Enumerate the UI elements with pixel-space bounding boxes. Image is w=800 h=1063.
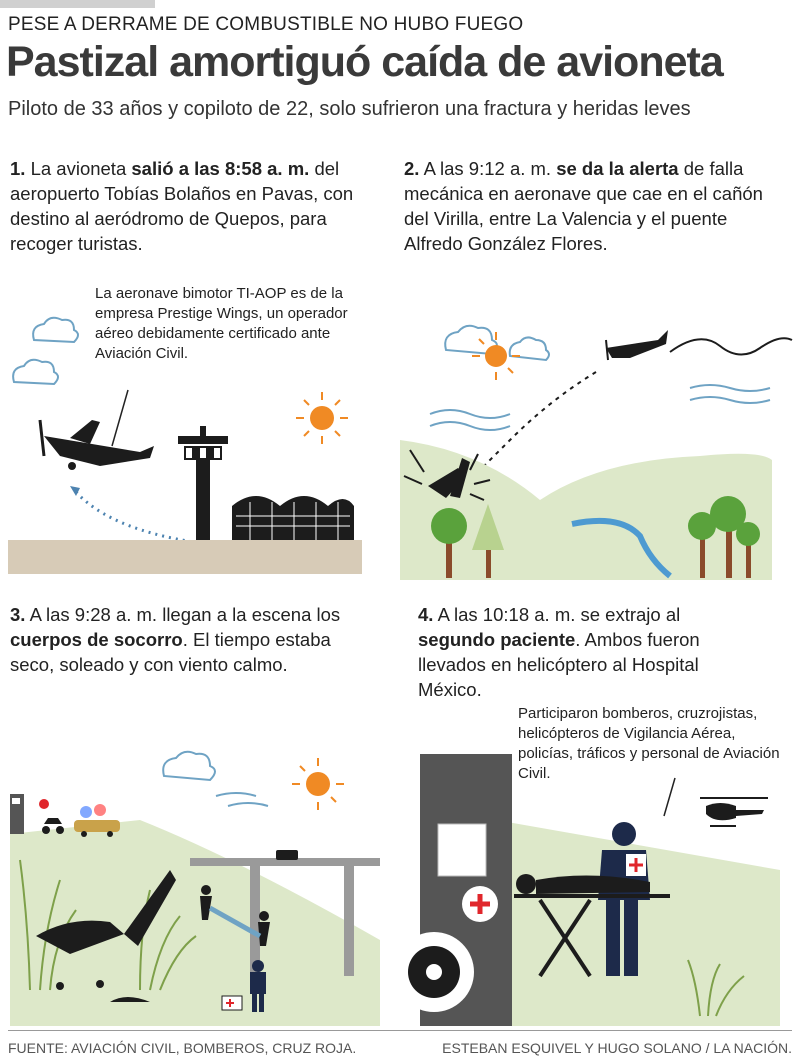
headline: Pastizal amortiguó caída de avioneta — [6, 38, 723, 86]
flight-path — [76, 492, 250, 548]
step-3-highlight: cuerpos de socorro — [10, 629, 183, 650]
step-2-text-b: de falla mecánica en aeronave que cae en el cañón del Virilla, entre La Valencia y el puente Alfredo González Flores. — [404, 158, 763, 254]
step-2-text-a: A las 9:12 a. m. — [423, 158, 557, 179]
airplane-icon — [606, 330, 668, 360]
scene-crash — [400, 300, 800, 585]
aircraft-note: La aeronave bimotor TI-AOP es de la empresa Prestige Wings, un operador aéreo debidamente certificado ante Aviación Civil. — [95, 285, 348, 362]
step-1-text-b: del aeropuerto Tobías Bolaños en Pavas, con destino al aeródromo de Quepos, para recoger turistas. — [10, 158, 354, 254]
cloud-icon — [13, 318, 78, 384]
responders-note: Participaron bomberos, cruzrojistas, helicópteros de Vigilancia Aérea, policías, tráficos y personal de Aviación Civil. — [518, 705, 780, 782]
step-2-highlight: se da la alerta — [556, 158, 679, 179]
footer-credit: ESTEBAN ESQUIVEL Y HUGO SOLANO / LA NACIÓN. — [442, 1040, 792, 1056]
sun-icon — [472, 332, 520, 380]
step-1-text — [10, 156, 370, 256]
sun-icon — [292, 758, 344, 810]
kicker: PESE A DERRAME DE COMBUSTIBLE NO HUBO FUEGO — [8, 14, 524, 35]
step-1-number: 1. — [10, 158, 26, 179]
step-3-text — [10, 602, 370, 677]
wind-icon — [216, 793, 268, 806]
step-3-number: 3. — [10, 604, 26, 625]
step-4-text-b: . Ambos fueron llevados en helicóptero al Hospital México. — [418, 629, 700, 700]
ambulance-icon — [400, 754, 512, 1026]
smoke-trail — [670, 338, 792, 354]
footer-source: FUENTE: AVIACIÓN CIVIL, BOMBEROS, CRUZ ROJA. — [8, 1040, 357, 1056]
control-tower-icon — [178, 426, 228, 540]
wind-icon — [430, 385, 770, 430]
fall-path — [470, 372, 596, 480]
subhead: Piloto de 33 años y copiloto de 22, solo sufrieron una fractura y heridas leves — [8, 98, 691, 120]
cloud-icon — [163, 752, 215, 780]
step-2-text — [404, 156, 774, 256]
sun-icon — [296, 392, 348, 444]
runway-ground — [8, 540, 362, 574]
step-2-number: 2. — [404, 158, 420, 179]
slope — [10, 820, 380, 1026]
hangar-icon — [232, 496, 354, 540]
van-icon — [276, 850, 298, 860]
step-4-text-a: A las 10:18 a. m. se extrajo al — [437, 604, 681, 625]
callout-line — [112, 390, 128, 446]
step-1-highlight: salió a las 8:58 a. m. — [131, 158, 310, 179]
step-4-number: 4. — [418, 604, 434, 625]
step-3-text-a: A las 9:28 a. m. llegan a la escena los — [29, 604, 341, 625]
step-4-highlight: segundo paciente — [418, 629, 576, 650]
top-accent-bar — [0, 0, 155, 8]
step-1-text-a: La avioneta — [30, 158, 132, 179]
arrow-head-icon — [70, 486, 80, 496]
step-3-text-b: . El tiempo estaba seco, soleado y con viento calmo. — [10, 629, 331, 675]
scene-rescue — [0, 740, 400, 1030]
step-4-text — [418, 602, 758, 702]
footer-divider — [8, 1030, 792, 1031]
airplane-icon — [40, 420, 154, 470]
helicopter-icon — [700, 798, 768, 826]
